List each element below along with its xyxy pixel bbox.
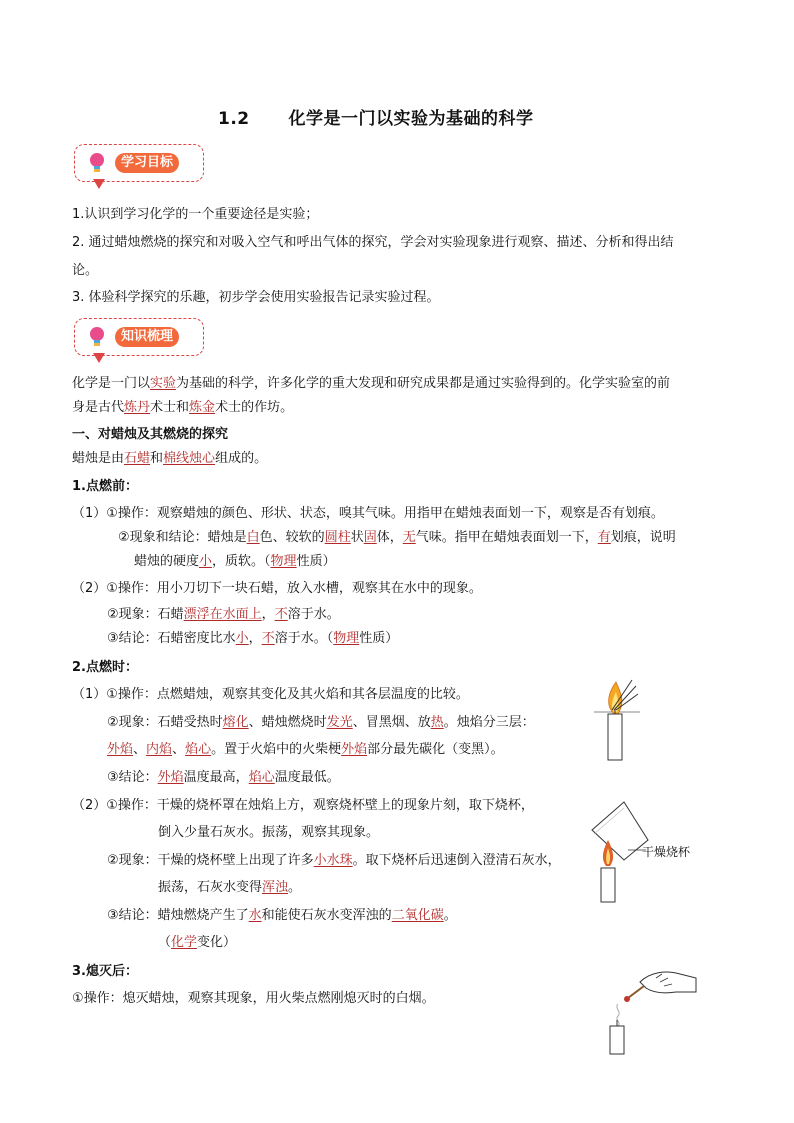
during-q2-operation-cont: 倒入少量石灰水。振荡，观察其现象。 bbox=[158, 825, 380, 840]
page-title bbox=[218, 104, 533, 129]
before-p2-phenomenon: ②现象：石蜡漂浮在水面上，不溶于水。 bbox=[107, 607, 340, 622]
knowledge-badge bbox=[74, 318, 204, 356]
lightbulb-icon bbox=[87, 151, 107, 175]
before-heading: 1.点燃前： bbox=[72, 479, 138, 494]
during-q1-conclusion: ③结论：外焰温度最高，焰心温度最低。 bbox=[107, 770, 340, 785]
title-text: 化学是一门以实验为基础的科学 bbox=[288, 109, 534, 129]
goal-2: 2. 通过蜡烛燃烧的探究和对吸入空气和呼出气体的探究，学会对实验现象进行观察、描述、分析和得出结 bbox=[72, 235, 674, 250]
before-p1-result-cont: 蜡烛的硬度小，质软。（物理性质） bbox=[134, 554, 336, 569]
before-p1-result: ②现象和结论：蜡烛是白色、较软的圆柱状固体，无气味。指甲在蜡烛表面划一下，有划痕，说明 bbox=[118, 530, 676, 545]
section-heading-1: 一、对蜡烛及其燃烧的探究 bbox=[72, 427, 229, 442]
during-q2-conclusion-cont: （化学变化） bbox=[158, 935, 237, 950]
candle-match-illustration bbox=[592, 676, 642, 764]
before-p1-operation: （1）①操作：观察蜡烛的颜色、形状、状态，嗅其气味。用指甲在蜡烛表面划一下，观察是否有划痕。 bbox=[72, 506, 664, 521]
during-q2-conclusion: ③结论：蜡烛燃烧产生了水和能使石灰水变浑浊的二氧化碳。 bbox=[107, 908, 457, 923]
intro-line-1: 化学是一门以实验为基础的科学，许多化学的重大发现和研究成果都是通过实验得到的。化学实验室的前 bbox=[72, 376, 671, 391]
during-q1-layers: 外焰、内焰、焰心。置于火焰中的火柴梗外焰部分最先碳化（变黑）。 bbox=[107, 742, 504, 757]
title-number: 1.2 bbox=[218, 109, 250, 129]
during-q1-phenomenon: ②现象：石蜡受热时熔化、蜡烛燃烧时发光、冒黑烟、放热。烛焰分三层： bbox=[107, 715, 535, 730]
goal-2-cont: 论。 bbox=[72, 263, 99, 278]
lightbulb-icon bbox=[87, 325, 107, 349]
after-heading: 3.熄灭后： bbox=[72, 964, 138, 979]
badge-tail bbox=[93, 179, 105, 189]
during-q1-operation: （1）①操作：点燃蜡烛，观察其变化及其火焰和其各层温度的比较。 bbox=[72, 687, 469, 702]
intro-line-2: 身是古代炼丹术士和炼金术士的作坊。 bbox=[72, 400, 294, 415]
during-q2-phenomenon: ②现象：干燥的烧杯壁上出现了许多小水珠。取下烧杯后迅速倒入澄清石灰水， bbox=[107, 853, 561, 868]
goals-badge-label: 学习目标 bbox=[115, 153, 179, 173]
badge-tail bbox=[93, 353, 105, 363]
before-p2-operation: （2）①操作：用小刀切下一块石蜡，放入水槽，观察其在水中的现象。 bbox=[72, 581, 482, 596]
candle-composition: 蜡烛是由石蜡和棉线烛心组成的。 bbox=[72, 451, 268, 466]
goal-3: 3. 体验科学探究的乐趣，初步学会使用实验报告记录实验过程。 bbox=[72, 290, 440, 305]
during-heading: 2.点燃时： bbox=[72, 660, 138, 675]
relight-smoke-illustration bbox=[600, 964, 700, 1056]
during-q2-phenomenon-cont: 振荡，石灰水变得浑浊。 bbox=[158, 880, 302, 895]
during-q2-operation: （2）①操作：干燥的烧杯罩在烛焰上方，观察烧杯壁上的现象片刻，取下烧杯， bbox=[72, 798, 534, 813]
beaker-label: 干燥烧杯 bbox=[642, 845, 691, 859]
before-p2-conclusion: ③结论：石蜡密度比水小，不溶于水。（物理性质） bbox=[107, 631, 399, 646]
after-operation: ①操作：熄灭蜡烛，观察其现象，用火柴点燃刚熄灭时的白烟。 bbox=[72, 991, 435, 1006]
knowledge-badge-label: 知识梳理 bbox=[115, 327, 179, 347]
goal-1: 1.认识到学习化学的一个重要途径是实验； bbox=[72, 207, 319, 222]
goals-badge bbox=[74, 144, 204, 182]
